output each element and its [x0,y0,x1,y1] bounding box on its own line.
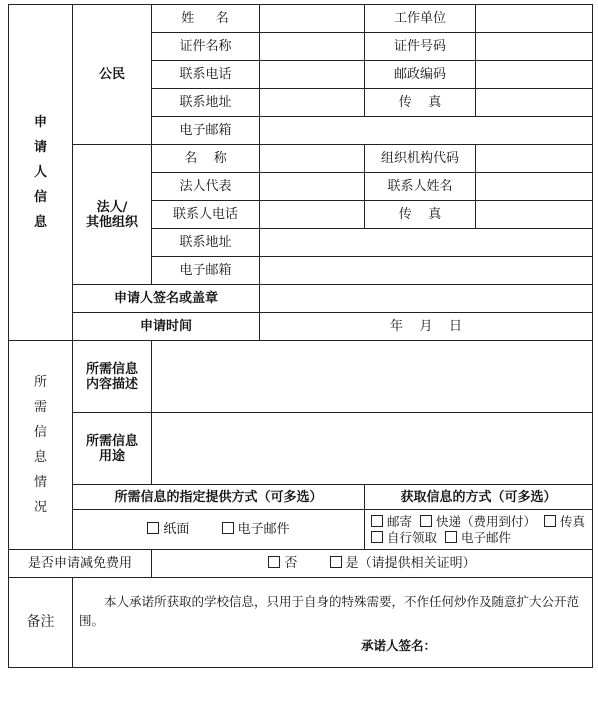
field-label-id-type: 证件名称 [152,33,260,61]
name-input[interactable] [260,5,365,33]
content-desc-label: 所需信息 内容描述 [73,341,152,413]
phone-input[interactable] [260,61,365,89]
org-address-input[interactable] [260,229,593,257]
fee-option-yes[interactable]: 是（请提供相关证明） [330,556,476,571]
citizen-label: 公民 [73,5,152,145]
org-fax-input[interactable] [476,201,593,229]
pledge-text: 本人承诺所获取的学校信息，只用于自身的特殊需要，不作任何炒作及随意扩大公开范围。 [79,594,580,628]
checkbox[interactable] [420,515,432,527]
field-label-name: 姓 名 [152,5,260,33]
usage-input[interactable] [152,413,593,485]
org-email-input[interactable] [260,257,593,285]
checkbox[interactable] [147,522,159,534]
remarks-content [73,578,593,668]
org-code-input[interactable] [476,145,593,173]
fee-waiver-options [152,550,593,578]
usage-label: 所需信息 用途 [73,413,152,485]
applicant-info-group-label: 申 请 人 信 息 [9,5,73,341]
checkbox[interactable] [268,556,280,568]
field-label-phone: 联系电话 [152,61,260,89]
obtain-method-header: 获取信息的方式（可多选） [365,485,593,510]
checkbox[interactable] [371,515,383,527]
provide-options [73,510,365,550]
date-label: 申请时间 [73,313,260,341]
provide-option-paper[interactable]: 纸面 [147,522,189,537]
field-label-legal-rep: 法人代表 [152,173,260,201]
date-input[interactable]: 年 月 日 [260,313,593,341]
field-label-org-fax: 传 真 [365,201,476,229]
field-label-org-email: 电子邮箱 [152,257,260,285]
id-type-input[interactable] [260,33,365,61]
contact-phone-input[interactable] [260,201,365,229]
pledge-signature-label: 承诺人签名： [360,638,436,653]
field-label-address: 联系地址 [152,89,260,117]
remarks-label: 备注 [9,578,73,668]
contact-name-input[interactable] [476,173,593,201]
application-form [8,4,593,668]
address-input[interactable] [260,89,365,117]
field-label-id-number: 证件号码 [365,33,476,61]
provide-option-email[interactable]: 电子邮件 [222,522,290,537]
content-desc-input[interactable] [152,341,593,413]
fax-input[interactable] [476,89,593,117]
org-label: 法人/ 其他组织 [73,145,152,285]
field-label-fax: 传 真 [365,89,476,117]
field-label-email: 电子邮箱 [152,117,260,145]
id-number-input[interactable] [476,33,593,61]
obtain-option-express[interactable]: 快递（费用到付） [420,514,536,530]
obtain-option-self-pickup[interactable]: 自行领取 [371,530,437,546]
employer-input[interactable] [476,5,593,33]
obtain-option-email[interactable]: 电子邮件 [445,530,511,546]
required-info-group-label: 所 需 信 息 情 况 [9,341,73,550]
checkbox[interactable] [544,515,556,527]
email-input[interactable] [260,117,593,145]
field-label-contact-name: 联系人姓名 [365,173,476,201]
obtain-option-fax[interactable]: 传真 [544,514,585,530]
field-label-org-code: 组织机构代码 [365,145,476,173]
provide-method-header: 所需信息的指定提供方式（可多选） [73,485,365,510]
signature-input[interactable] [260,285,593,313]
checkbox[interactable] [222,522,234,534]
checkbox[interactable] [445,531,457,543]
checkbox[interactable] [371,531,383,543]
obtain-options [365,510,593,550]
checkbox[interactable] [330,556,342,568]
fee-option-no[interactable]: 否 [268,556,297,571]
field-label-org-name: 名 称 [152,145,260,173]
field-label-postcode: 邮政编码 [365,61,476,89]
field-label-contact-phone: 联系人电话 [152,201,260,229]
signature-label: 申请人签名或盖章 [73,285,260,313]
legal-rep-input[interactable] [260,173,365,201]
fee-waiver-label: 是否申请减免费用 [9,550,152,578]
postcode-input[interactable] [476,61,593,89]
obtain-option-mail[interactable]: 邮寄 [371,514,412,530]
org-name-input[interactable] [260,145,365,173]
field-label-org-address: 联系地址 [152,229,260,257]
field-label-employer: 工作单位 [365,5,476,33]
